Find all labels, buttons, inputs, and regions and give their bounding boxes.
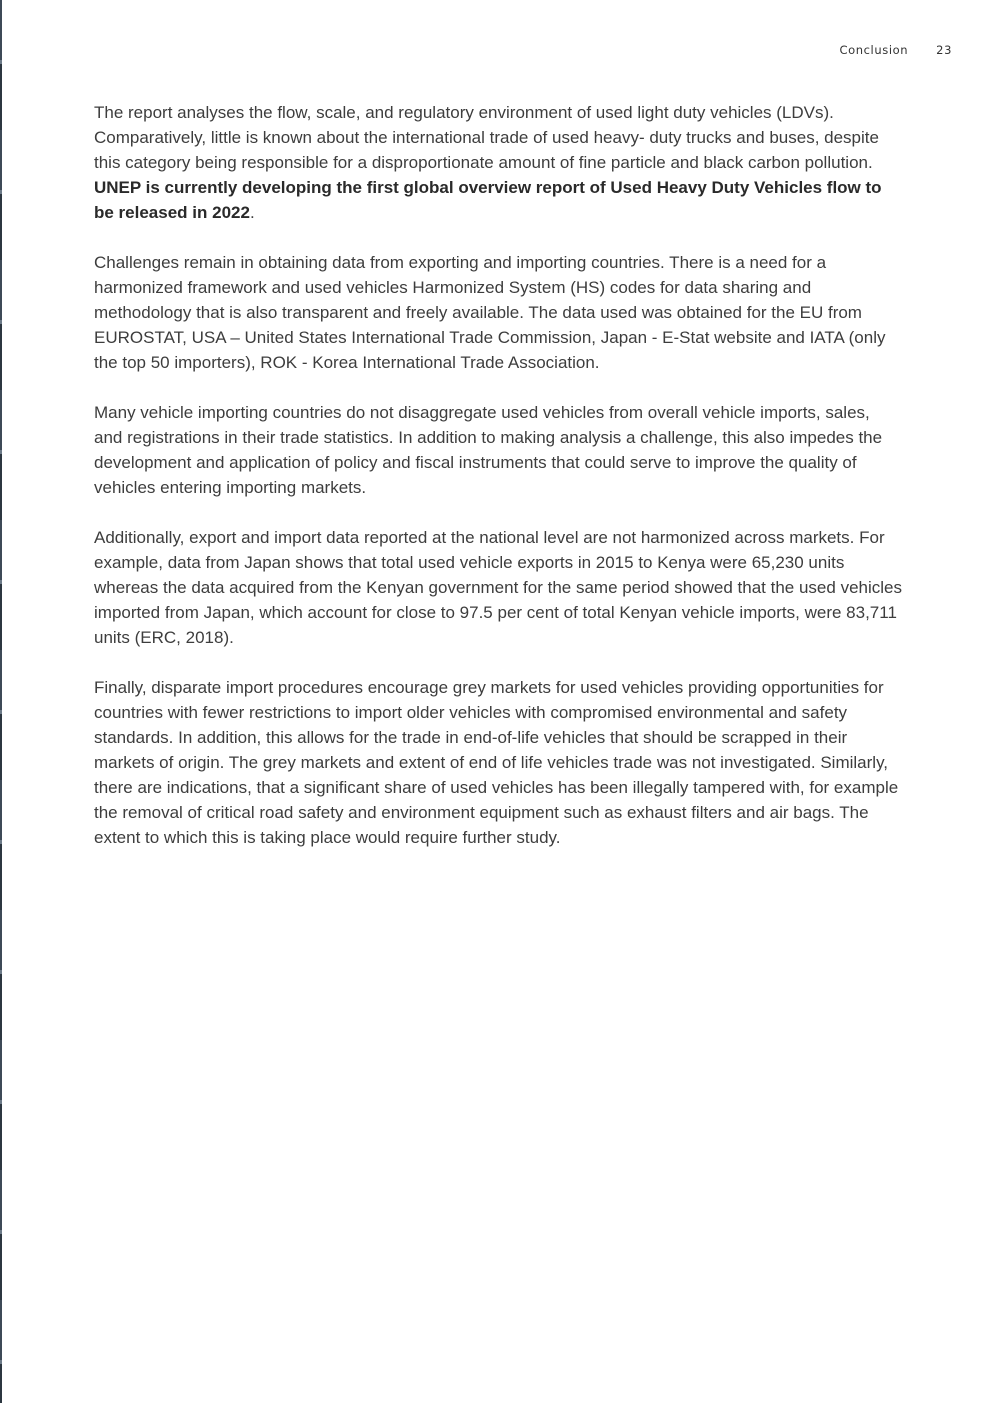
paragraph-1 <box>94 100 902 225</box>
page-edge-strip <box>0 0 2 1403</box>
running-header <box>839 43 952 57</box>
body-text <box>94 100 902 875</box>
paragraph-1-lead: The report analyses the flow, scale, and regulatory environment of used light duty vehicles (LDVs). Comparatively, little is known about the international trade of used heavy- duty trucks and buses, despite this category being responsible for a disproportionate amount of fine particle and black carbon pollution. <box>94 103 879 172</box>
paragraph-5: Finally, disparate import procedures encourage grey markets for used vehicles providing opportunities for countries with fewer restrictions to import older vehicles with compromised environmental and safety standards. In addition, this allows for the trade in end-of-life vehicles that should be scrapped in their markets of origin. The grey markets and extent of end of life vehicles trade was not investigated. Similarly, there are indications, that a significant share of used vehicles has been illegally tampered with, for example the removal of critical road safety and environment equipment such as exhaust filters and air bags. The extent to which this is taking place would require further study. <box>94 678 899 847</box>
paragraph-1-highlight: UNEP is currently developing the first global overview report of Used Heavy Duty Vehicles flow to be released in 2022 <box>94 178 882 222</box>
paragraph-4: Additionally, export and import data reported at the national level are not harmonized across markets. For example, data from Japan shows that total used vehicle exports in 2015 to Kenya were 65,230 units whereas the data acquired from the Kenyan government for the same period showed that the used vehicles imported from Japan, which account for close to 97.5 per cent of total Kenyan vehicle imports, were 83,711 units (ERC, 2018). <box>94 528 902 647</box>
section-title: Conclusion <box>839 43 909 57</box>
paragraph-2: Challenges remain in obtaining data from exporting and importing countries. There is a need for a harmonized framework and used vehicles Harmonized System (HS) codes for data sharing and methodology that is also transparent and freely available. The data used was obtained for the EU from EUROSTAT, USA – United States International Trade Commission, Japan - E-Stat website and IATA (only the top 50 importers), ROK - Korea International Trade Association. <box>94 253 886 372</box>
paragraph-1-tail: . <box>249 203 255 222</box>
paragraph-3: Many vehicle importing countries do not disaggregate used vehicles from overall vehicle imports, sales, and registrations in their trade statistics. In addition to making analysis a challenge, this also impedes the development and application of policy and fiscal instruments that could serve to improve the quality of vehicles entering importing markets. <box>94 403 883 497</box>
page-number: 23 <box>936 43 952 57</box>
